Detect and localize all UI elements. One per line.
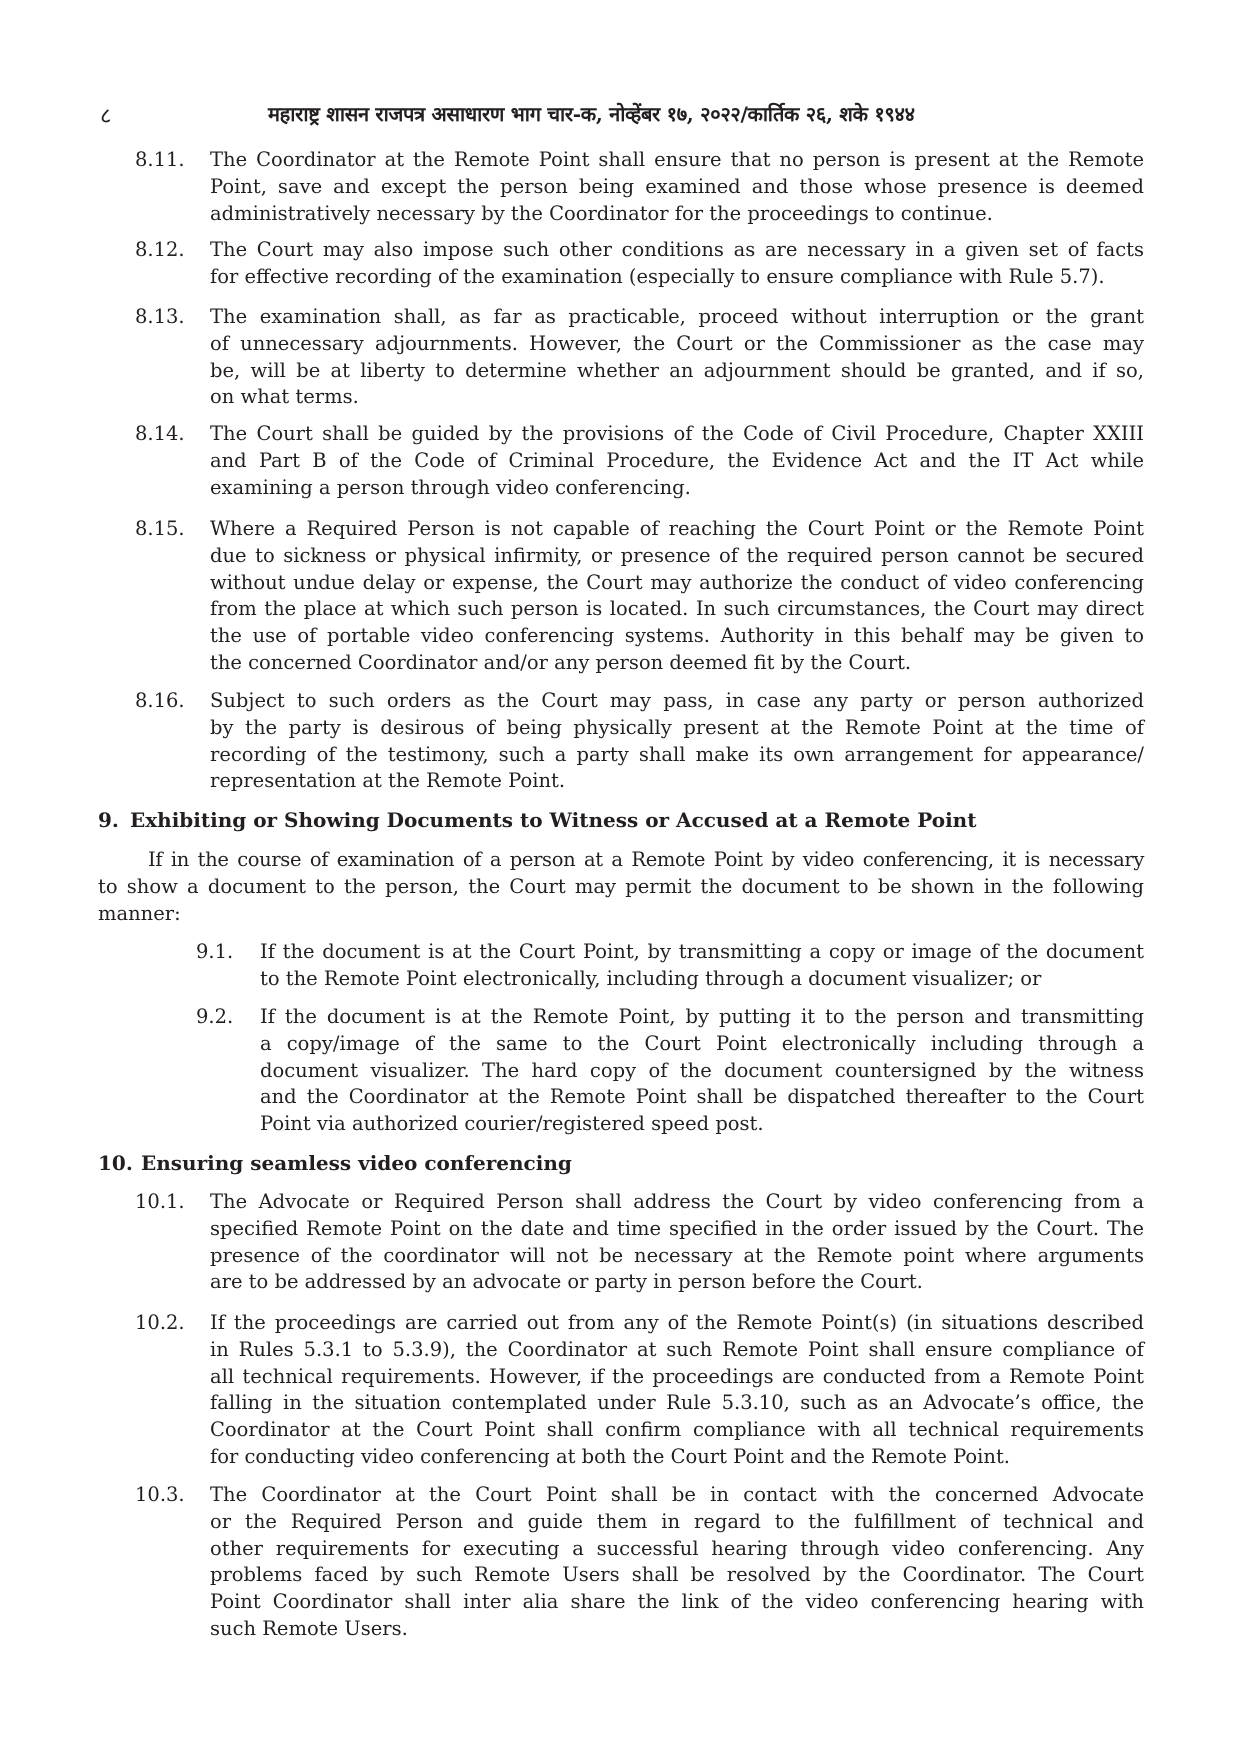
section-9-title: Exhibiting or Showing Documents to Witness or Accused at a Remote Point bbox=[130, 808, 977, 832]
clause-text-line: representation at the Remote Point. bbox=[210, 769, 566, 793]
clause-text-line: If the document is at the Court Point, by transmitting a copy or image of the document bbox=[260, 940, 1144, 963]
clause-text-line: falling in the situation contemplated under Rule 5.3.10, such as an Advocate’s office, the bbox=[210, 1391, 1144, 1415]
clause-number: 8.15. bbox=[135, 517, 185, 540]
section-10-heading bbox=[98, 1150, 572, 1177]
clause-text-line: a copy/image of the same to the Court Point electronically including through a bbox=[260, 1031, 1144, 1055]
clause-text-line: other requirements for executing a successful hearing through video conferencing. Any bbox=[210, 1536, 1144, 1560]
clause-text-line: and Part B of the Code of Criminal Procedure, the Evidence Act and the IT Act while bbox=[210, 448, 1144, 472]
clause-text-line: without undue delay or expense, the Court may authorize the conduct of video conferencing bbox=[210, 570, 1144, 594]
clause-text-line: document visualizer. The hard copy of the document countersigned by the witness bbox=[260, 1058, 1144, 1082]
clause-text-line: recording of the testimony, such a party shall make its own arrangement for appearance/ bbox=[210, 742, 1144, 766]
clause-text-line: on what terms. bbox=[210, 385, 359, 409]
clause-text-line: The Coordinator at the Court Point shall be in contact with the concerned Advocate bbox=[210, 1483, 1144, 1506]
clause-text-line: examining a person through video conferencing. bbox=[210, 475, 691, 499]
clause-text-line: or the Required Person and guide them in regard to the fulfillment of technical and bbox=[210, 1509, 1144, 1533]
clause-text-line: The examination shall, as far as practicable, proceed without interruption or the grant bbox=[210, 305, 1144, 328]
clause-text-line: from the place at which such person is located. In such circumstances, the Court may direct bbox=[210, 597, 1144, 621]
clause-number: 9.2. bbox=[196, 1005, 234, 1028]
section-10-title: Ensuring seamless video conferencing bbox=[141, 1151, 572, 1175]
clause-text-line: administratively necessary by the Coordinator for the proceedings to continue. bbox=[210, 201, 993, 225]
clause-text-line: The Coordinator at the Remote Point shall ensure that no person is present at the Remote bbox=[210, 148, 1144, 171]
clause-number: 10.2. bbox=[135, 1311, 185, 1334]
clause-text-line: the concerned Coordinator and/or any person deemed fit by the Court. bbox=[210, 650, 912, 674]
intro-text-line: to show a document to the person, the Court may permit the document to be shown in the following bbox=[98, 874, 1144, 898]
clause-text-line: for conducting video conferencing at both the Court Point and the Remote Point. bbox=[210, 1444, 1010, 1468]
clause-text-line: Point via authorized courier/registered speed post. bbox=[260, 1112, 764, 1136]
clause-text-line: such Remote Users. bbox=[210, 1616, 408, 1640]
clause-text-line: The Advocate or Required Person shall address the Court by video conferencing from a bbox=[210, 1190, 1144, 1213]
clause-text-line: for effective recording of the examination (especially to ensure compliance with Rule 5.7). bbox=[210, 264, 1105, 288]
clause-number: 8.12. bbox=[135, 238, 185, 261]
clause-text-line: and the Coordinator at the Remote Point shall be dispatched thereafter to the Court bbox=[260, 1085, 1144, 1109]
clause-text-line: presence of the coordinator will not be necessary at the Remote point where arguments bbox=[210, 1243, 1144, 1267]
clause-number: 10.1. bbox=[135, 1190, 185, 1213]
running-title: महाराष्ट्र शासन राजपत्र असाधारण भाग चार-क, नोव्हेंबर १७, २०२२/कार्तिक २६, शके १९४४ bbox=[268, 102, 915, 126]
clause-text-line: The Court shall be guided by the provisions of the Code of Civil Procedure, Chapter XXIII bbox=[210, 422, 1144, 445]
clause-text-line: Point, save and except the person being examined and those whose presence is deemed bbox=[210, 174, 1144, 198]
clause-number: 9.1. bbox=[196, 940, 234, 963]
clause-text-line: of unnecessary adjournments. However, the Court or the Commissioner as the case may bbox=[210, 331, 1144, 355]
clause-text-line: Where a Required Person is not capable of reaching the Court Point or the Remote Point bbox=[210, 517, 1144, 540]
section-10-number: 10. bbox=[98, 1151, 133, 1175]
clause-number: 8.13. bbox=[135, 305, 185, 328]
clause-text-line: by the party is desirous of being physically present at the Remote Point at the time of bbox=[210, 715, 1144, 739]
clause-text-line: specified Remote Point on the date and time specified in the order issued by the Court. The bbox=[210, 1216, 1144, 1240]
clause-text-line: Subject to such orders as the Court may pass, in case any party or person authorized bbox=[210, 689, 1144, 712]
page-number: ८ bbox=[100, 104, 112, 129]
clause-text-line: be, will be at liberty to determine whether an adjournment should be granted, and if so, bbox=[210, 358, 1144, 382]
clause-text-line: to the Remote Point electronically, including through a document visualizer; or bbox=[260, 966, 1042, 990]
clause-text-line: all technical requirements. However, if the proceedings are conducted from a Remote Point bbox=[210, 1364, 1144, 1388]
clause-text-line: in Rules 5.3.1 to 5.3.9), the Coordinator at such Remote Point shall ensure compliance of bbox=[210, 1337, 1144, 1361]
clause-number: 8.14. bbox=[135, 422, 185, 445]
clause-number: 10.3. bbox=[135, 1483, 185, 1506]
clause-text-line: Point Coordinator shall inter alia share the link of the video conferencing hearing with bbox=[210, 1590, 1144, 1614]
section-9-number: 9. bbox=[98, 808, 119, 832]
clause-number: 8.11. bbox=[135, 148, 185, 171]
clause-text-line: the use of portable video conferencing systems. Authority in this behalf may be given to bbox=[210, 624, 1144, 648]
intro-text-line: If in the course of examination of a person at a Remote Point by video conferencing, it is necessary bbox=[148, 848, 1144, 871]
clause-text-line: If the document is at the Remote Point, by putting it to the person and transmitting bbox=[260, 1005, 1144, 1028]
section-9-intro bbox=[98, 847, 1144, 927]
clause-text-line: Coordinator at the Court Point shall confirm compliance with all technical requirements bbox=[210, 1418, 1144, 1442]
clause-text-line: problems faced by such Remote Users shall be resolved by the Coordinator. The Court bbox=[210, 1563, 1144, 1587]
intro-text-line: manner: bbox=[98, 901, 181, 925]
section-9-heading bbox=[98, 807, 976, 834]
clause-number: 8.16. bbox=[135, 689, 185, 712]
clause-text-line: If the proceedings are carried out from any of the Remote Point(s) (in situations described bbox=[210, 1311, 1144, 1334]
clause-text-line: are to be addressed by an advocate or party in person before the Court. bbox=[210, 1270, 923, 1294]
clause-text-line: due to sickness or physical infirmity, or presence of the required person cannot be secured bbox=[210, 543, 1144, 567]
clause-text-line: The Court may also impose such other conditions as are necessary in a given set of facts bbox=[210, 238, 1144, 261]
